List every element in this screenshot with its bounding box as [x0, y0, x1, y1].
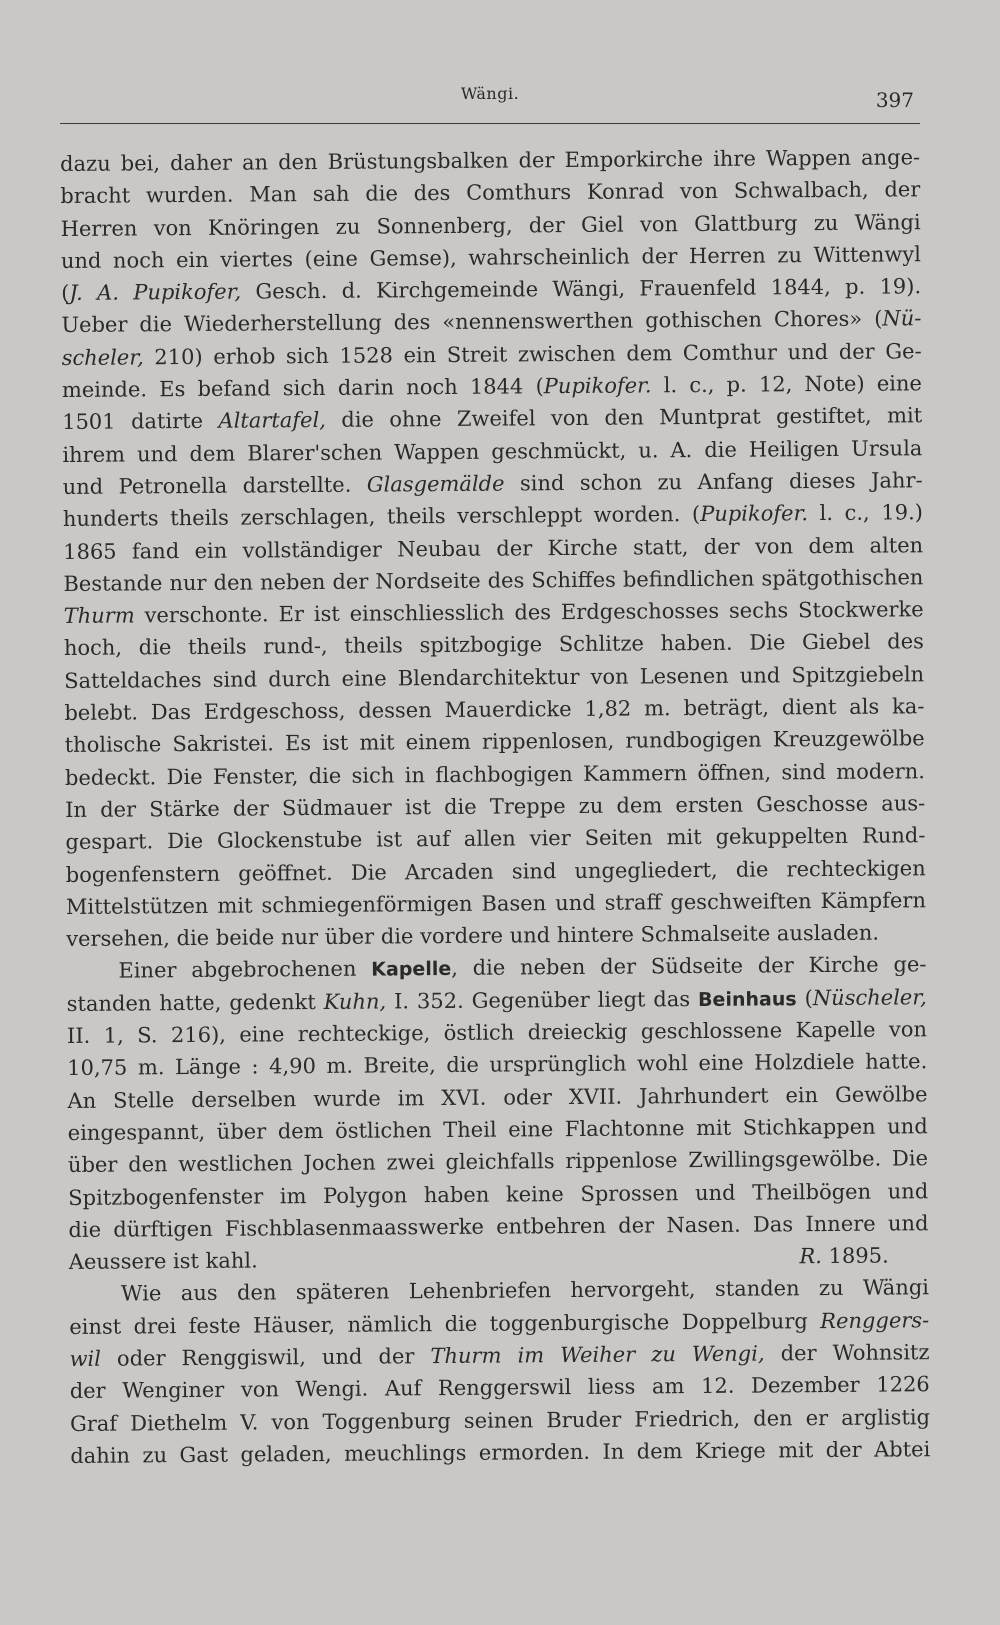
text-run: 1865 fand ein vollständiger Neubau der Kirche statt, der von dem alten	[63, 532, 924, 564]
italic-text: Nü-	[882, 306, 922, 332]
text-run: Satteldaches sind durch eine Blendarchitektur von Lesenen und Spitzgiebeln	[64, 661, 925, 693]
text-run: belebt. Das Erdgeschoss, dessen Mauerdicke 1,82 m. beträgt, dient als ka-	[64, 694, 925, 726]
signature	[799, 1240, 889, 1273]
italic-text: Altartafel,	[218, 408, 327, 434]
text-run: oder Renggiswil, und der	[100, 1344, 431, 1371]
text-run: Herren von Knöringen zu Sonnenberg, der Giel von Glattburg zu Wängi	[60, 209, 921, 241]
text-run: II. 1, S. 216), eine rechteckige, östlich dreieckig geschlossene Kapelle von	[66, 1017, 928, 1048]
italic-text: Renggers-	[820, 1307, 930, 1333]
bold-text: Beinhaus	[697, 987, 797, 1011]
text-run: I. 352. Gegenüber liegt das	[386, 986, 699, 1014]
text-run: 10,75 m. Länge : 4,90 m. Breite, die ursprünglich wohl eine Holzdiele hatte.	[67, 1049, 928, 1081]
text-run: die ohne Zweifel von den Muntprat gestiftet, mit	[325, 403, 923, 433]
text-run: (	[61, 281, 70, 306]
italic-text: Glasgemälde	[366, 471, 505, 497]
text-run: , die neben der Südseite der Kirche ge-	[451, 952, 927, 981]
text-run: einst drei feste Häuser, nämlich die toggenburgische Doppelburg	[69, 1308, 821, 1339]
text-run: und noch ein viertes (eine Gemse), wahrscheinlich der Herren zu Wittenwyl	[60, 242, 921, 273]
text-run: In der Stärke der Südmauer ist die Treppe zu dem ersten Geschosse aus-	[65, 791, 926, 822]
page-header	[60, 78, 920, 128]
text-run: eingespannt, über dem östlichen Theil eine Flachtonne mit Stichkappen und	[67, 1114, 928, 1145]
italic-text: Thurm	[63, 603, 135, 629]
text-run: dahin zu Gast geladen, meuchlings ermorden. In dem Kriege mit der Abtei	[70, 1437, 931, 1468]
text-run: (	[796, 985, 813, 1010]
text-run: Einer abgebrochenen	[118, 957, 372, 983]
italic-text: Thurm im Weiher zu Wengi,	[430, 1341, 765, 1369]
text-run: hoch, die theils rund-, theils spitzbogige Schlitze haben. Die Giebel des	[63, 629, 924, 661]
text-run: Graf Diethelm V. von Toggenburg seinen Bruder Friedrich, den er arglistig	[69, 1404, 931, 1436]
text-run: und Petronella darstellte.	[62, 472, 367, 499]
text-run: hunderts theils zerschlagen, theils verschleppt worden. (	[62, 502, 701, 532]
italic-text: Pupikofer.	[543, 373, 652, 399]
running-title: Wängi.	[460, 84, 520, 103]
text-run: der Wohnsitz	[764, 1340, 930, 1366]
text-run: verschonte. Er ist einschliesslich des Erdgeschosses sechs Stockwerke	[134, 597, 924, 628]
text-run: der Wenginer von Wengi. Auf Renggerswil liess am 12. Dezember 1226	[69, 1372, 930, 1404]
italic-text: scheler,	[61, 345, 144, 370]
header-rule	[60, 123, 920, 124]
signature-text: R.	[799, 1244, 823, 1269]
text-run: über den westlichen Jochen zwei gleichfalls rippenlose Zwillingsgewölbe. Die	[67, 1146, 929, 1178]
body-text	[60, 141, 930, 1472]
italic-text: wil	[69, 1346, 102, 1371]
text-run: Bestande nur den neben der Nordseite des Schiffes befindlichen spätgothischen	[63, 565, 924, 596]
italic-text: Pupikofer.	[700, 501, 809, 527]
text-run: tholische Sakristei. Es ist mit einem rippenlosen, rundbogigen Kreuzgewölbe	[64, 726, 925, 758]
text-run: Wie aus den späteren Lehenbriefen hervorgeht, standen zu Wängi	[120, 1275, 930, 1306]
text-run: Ueber die Wiederherstellung des «nennenswerthen gothischen Chores» (	[61, 307, 883, 338]
bold-text: Kapelle	[371, 958, 452, 982]
text-run: bogenfenstern geöffnet. Die Arcaden sind ungegliedert, die rechteckigen	[65, 855, 926, 887]
text-run: sind schon zu Anfang dieses Jahr-	[504, 468, 923, 496]
text-run: Gesch. d. Kirchgemeinde Wängi, Frauenfeld 1844, p. 19).	[240, 274, 922, 304]
text-line	[70, 1433, 930, 1472]
text-run: bedeckt. Die Fenster, die sich in flachbogigen Kammern öffnen, sind modern.	[64, 758, 926, 790]
text-run: bracht wurden. Man sah die des Comthurs Konrad von Schwalbach, der	[60, 177, 921, 209]
text-run: standen hatte, gedenkt	[66, 989, 324, 1016]
text-run: die dürftigen Fischblasenmaasswerke entbehren der Nasen. Das Innere und	[68, 1211, 929, 1242]
text-run: 1501 datirte	[62, 409, 219, 435]
italic-text: Nüscheler,	[812, 984, 927, 1010]
text-run: Mittelstützen mit schmiegenförmigen Basen und straff geschweiften Kämpfern	[65, 888, 927, 919]
italic-text: J. A. Pupikofer,	[69, 279, 242, 306]
signature-text: 1895.	[821, 1243, 889, 1269]
text-run: 210) erhob sich 1528 ein Streit zwischen dem Comthur und der Ge-	[143, 339, 922, 370]
italic-text: Kuhn,	[323, 989, 387, 1014]
text-run: gespart. Die Glockenstube ist auf allen vier Seiten mit gekuppelten Rund-	[65, 823, 926, 855]
text-run: versehen, die beide nur über die vordere und hintere Schmalseite ausladen.	[66, 920, 880, 952]
text-run: l. c., p. 12, Note) eine	[651, 371, 922, 398]
page-number: 397	[875, 88, 914, 112]
text-run: l. c., 19.)	[807, 500, 923, 526]
text-run: dazu bei, daher an den Brüstungsbalken der Emporkirche ihre Wappen ange-	[60, 145, 921, 176]
text-run: Spitzbogenfenster im Polygon haben keine Sprossen und Theilbögen und	[68, 1178, 929, 1210]
text-run: An Stelle derselben wurde im XVI. oder XVII. Jahrhundert ein Gewölbe	[67, 1081, 928, 1113]
text-run: Aeussere ist kahl.	[68, 1248, 258, 1275]
text-run: meinde. Es befand sich darin noch 1844 (	[61, 374, 544, 403]
text-run: ihrem und dem Blarer'schen Wappen geschmückt, u. A. die Heiligen Ursula	[62, 435, 923, 467]
